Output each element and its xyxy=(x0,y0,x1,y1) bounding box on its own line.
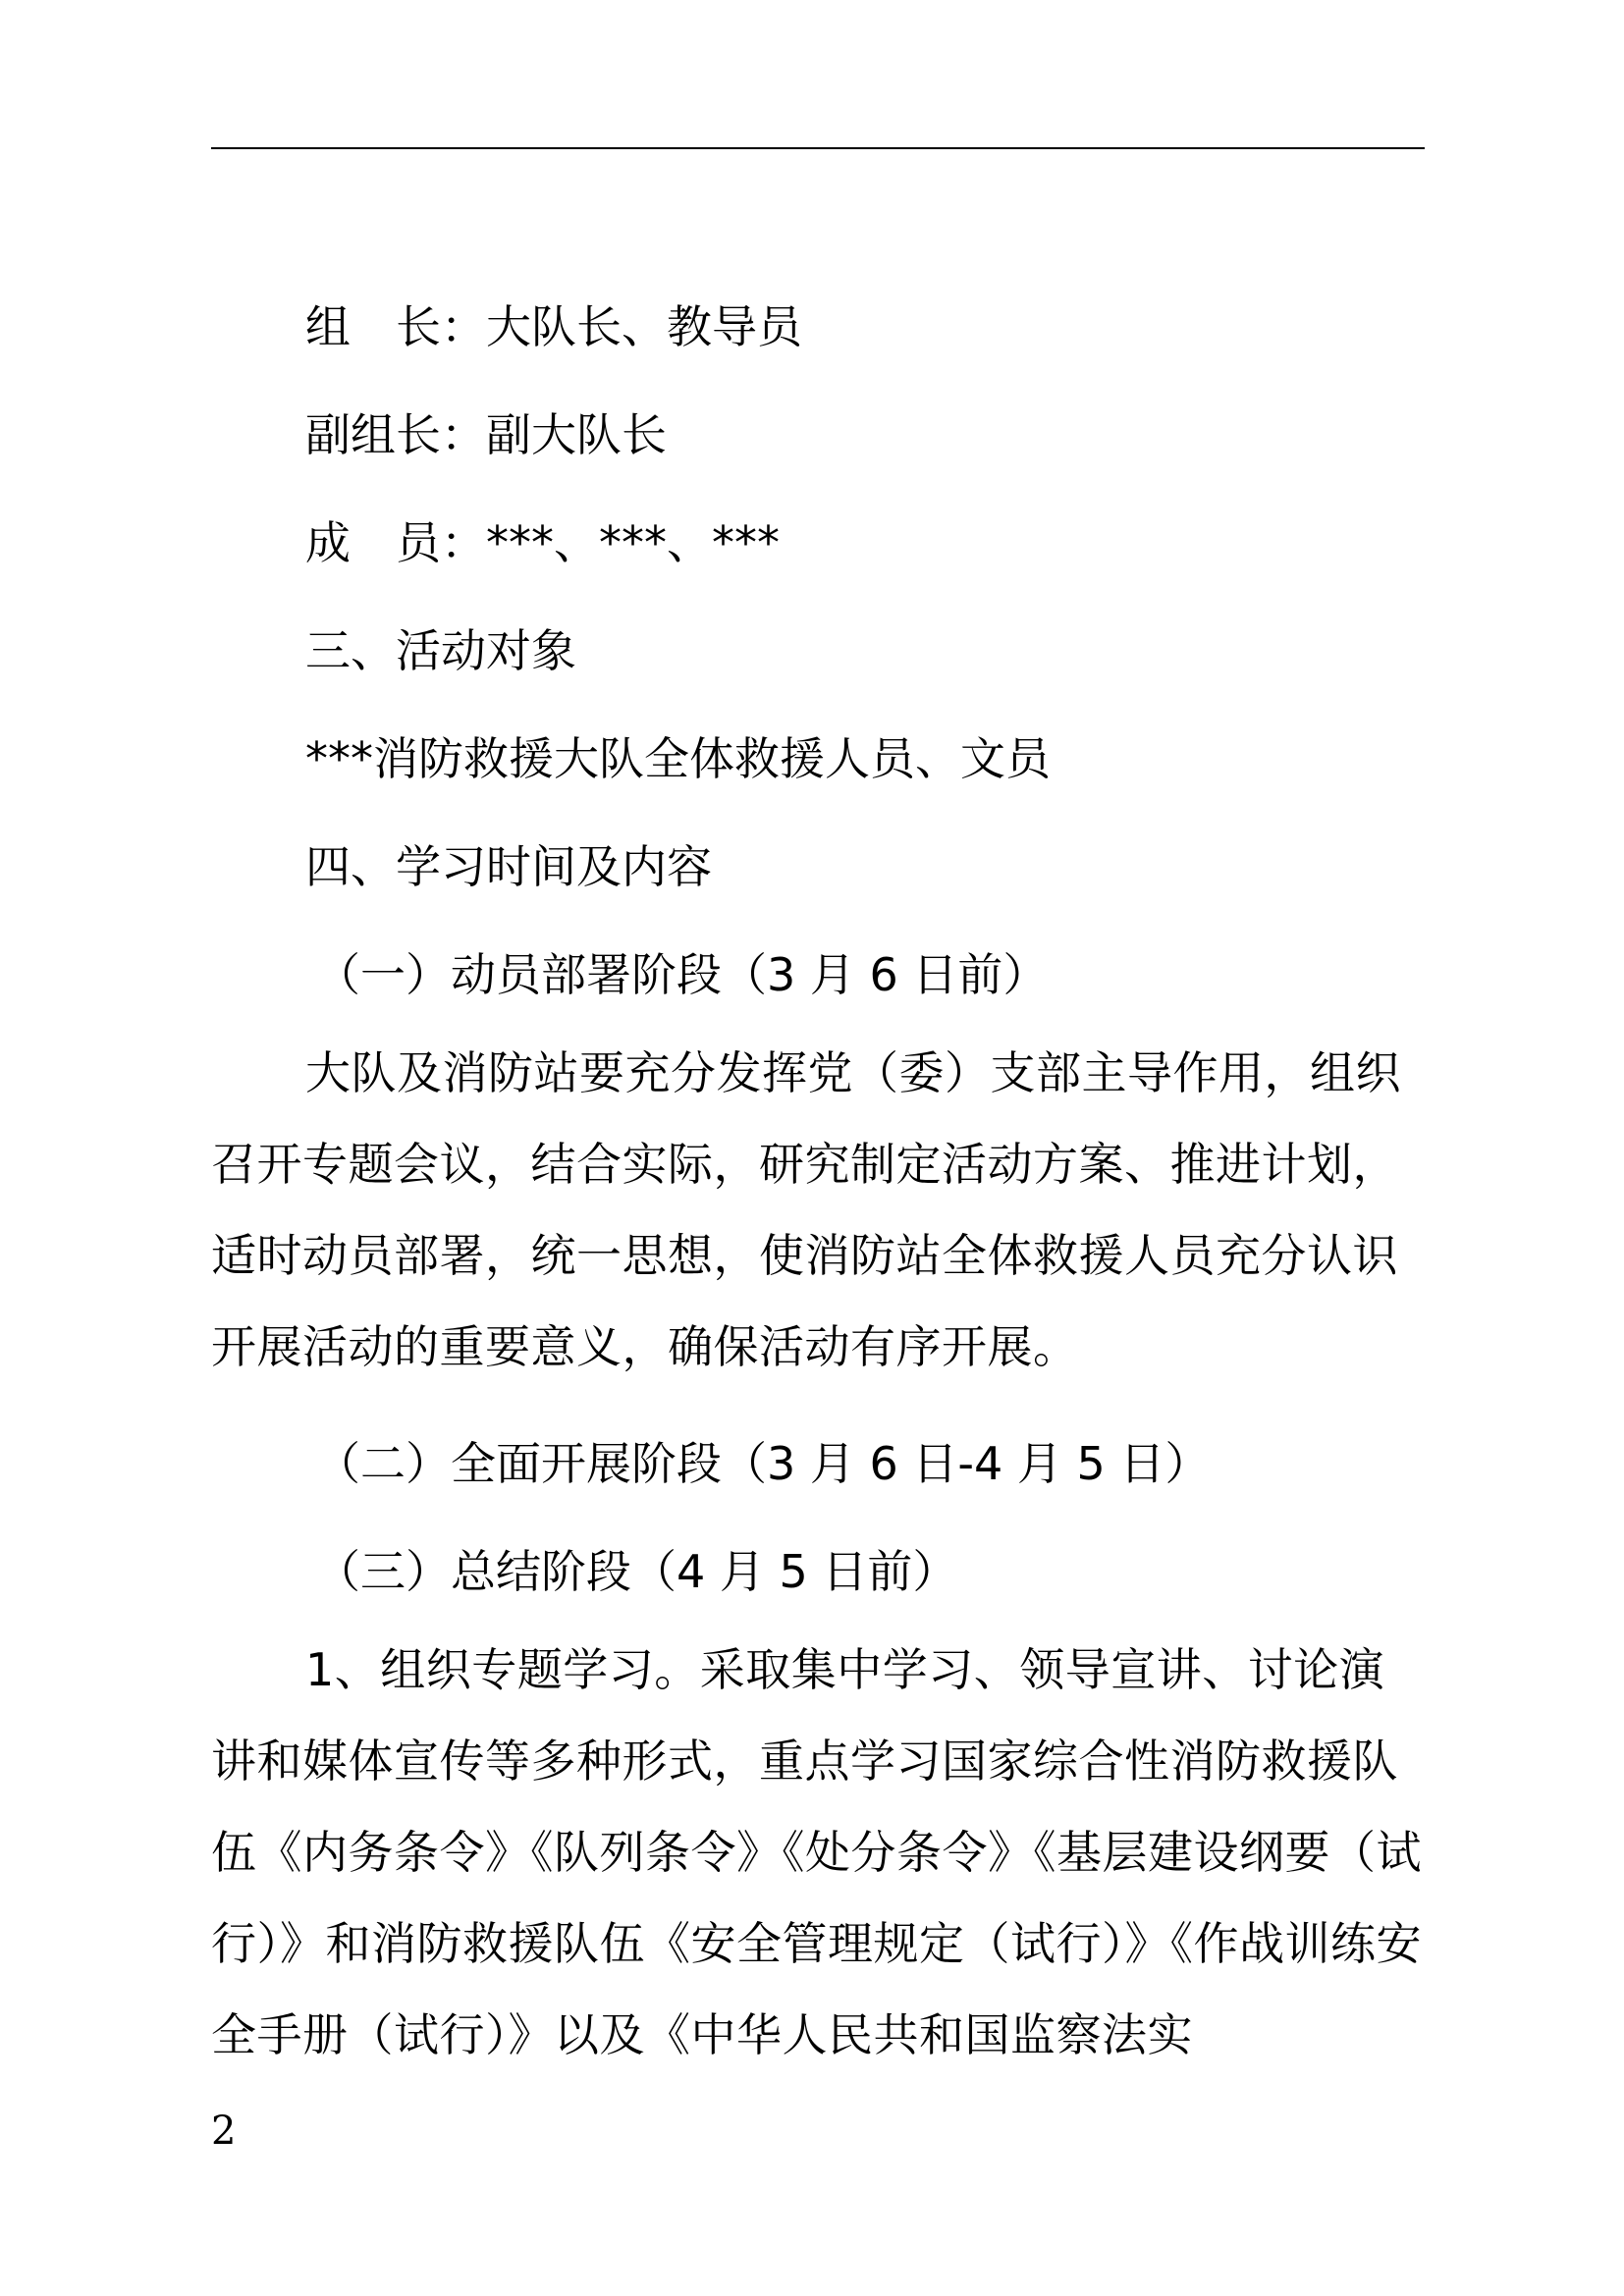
leader-line: 组 长：大队长、教导员 xyxy=(305,300,802,353)
body-paragraph: 1、组织专题学习。采取集中学习、领导宣讲、讨论演讲和媒体宣传等多种形式，重点学习国家综合性消防救援队伍《内务条令》《队列条令》《处分条令》《基层建设纲要（试行）》和消防救援队伍《安全管理规定（试行）》《作战训练安全手册（试行）》以及《中华人民共和国监察法实 xyxy=(211,1643,1422,2061)
stage-heading: （一）动员部署阶段（3 月 6 日前） xyxy=(315,948,1049,1001)
deputy-leader-line: 副组长：副大队长 xyxy=(305,408,667,461)
header-rule xyxy=(211,147,1425,149)
document-body xyxy=(211,299,1425,2081)
stage-heading: （三）总结阶段（4 月 5 日前） xyxy=(315,1545,958,1598)
section-body-text: ***消防救援大队全体救援人员、文员 xyxy=(305,732,1051,785)
members-line: 成 员：***、***、*** xyxy=(305,516,780,569)
section-heading: 四、学习时间及内容 xyxy=(305,840,712,893)
page-number: 2 xyxy=(211,2109,237,2154)
stage-heading: （二）全面开展阶段（3 月 6 日-4 月 5 日） xyxy=(315,1437,1211,1490)
body-paragraph: 大队及消防站要充分发挥党（委）支部主导作用，组织召开专题会议，结合实际，研究制定活动方案、推进计划，适时动员部署，统一思想，使消防站全体救援人员充分认识开展活动的重要意义，确保活动有序开展。 xyxy=(211,1046,1401,1373)
section-heading: 三、活动对象 xyxy=(305,624,576,677)
